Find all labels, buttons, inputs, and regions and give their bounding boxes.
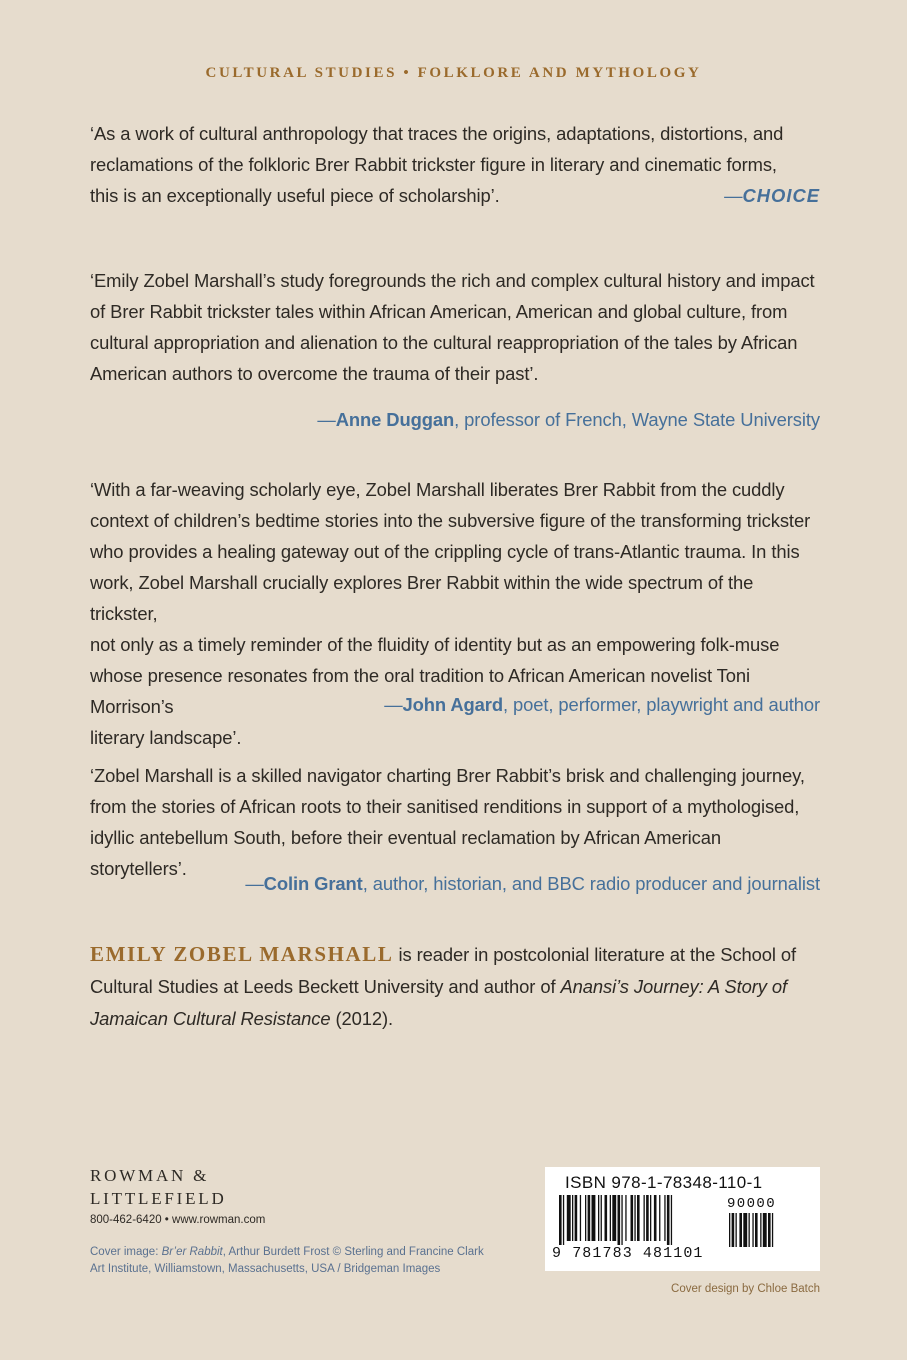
category-heading: CULTURAL STUDIES • FOLKLORE AND MYTHOLOGY [205, 65, 702, 81]
author-name: EMILY ZOBEL MARSHALL [90, 942, 394, 966]
barcode-bar [598, 1195, 599, 1241]
quote-line: context of children’s bedtime stories into the subversive figure of the transforming trickster [90, 510, 811, 531]
barcode-bar [605, 1195, 608, 1241]
barcode-bar [621, 1195, 622, 1245]
attribution-name: Anne Duggan [335, 409, 455, 430]
quote-line: American authors to overcome the trauma of their past’. [90, 363, 539, 384]
quote-line: idyllic antebellum South, before their eventual reclamation by African American storytellers’. [90, 827, 722, 879]
isbn-label: ISBN 978-1-78348-110-1 [565, 1173, 763, 1192]
quote-attribution-2: —Anne Duggan, professor of French, Wayne State University [317, 409, 820, 430]
barcode-bar [575, 1195, 578, 1241]
publisher-contact: 800-462-6420 • www.rowman.com [90, 1214, 266, 1226]
barcode-bar [664, 1195, 665, 1241]
barcode-bar [654, 1195, 657, 1241]
barcode-bar [634, 1195, 635, 1241]
barcode-addon-bar [736, 1213, 737, 1247]
attribution-role: , professor of French, Wayne State University [454, 409, 820, 430]
attribution-role: , author, historian, and BBC radio producer and journalist [362, 873, 820, 894]
publisher-logo: ROWMAN & LITTLEFIELD [90, 1166, 227, 1208]
quote-line: ‘With a far-weaving scholarly eye, Zobel Marshall liberates Brer Rabbit from the cuddly [90, 479, 785, 500]
attribution-name: John Agard [402, 694, 503, 715]
review-quote-1 [90, 118, 820, 211]
author-bio: EMILY ZOBEL MARSHALL is reader in postcolonial literature at the School of Cultural Studies at Leeds Beckett University and author of Anansi’s Journey: A Story of Jamaican Cultural Resistance (2012). [90, 942, 797, 1029]
quote-line: work, Zobel Marshall crucially explores Brer Rabbit within the wide spectrum of the trickster, [90, 572, 754, 624]
quote-line: not only as a timely reminder of the fluidity of identity but as an empowering folk-muse [90, 634, 780, 655]
attribution-role: , poet, performer, playwright and author [503, 694, 820, 715]
barcode-bar [667, 1195, 670, 1245]
barcode-addon-bar [755, 1213, 758, 1247]
barcode-bar [637, 1195, 640, 1241]
cover-image-credit: Cover image: Br’er Rabbit, Arthur Burdett Frost © Sterling and Francine Clark Art Institute, Williamstown, Massachusetts, USA / Bridgeman Images [90, 1246, 484, 1275]
barcode-addon-bar [732, 1213, 735, 1247]
barcode-bar [618, 1195, 621, 1245]
book-title: Anansi’s Journey: A Story of Jamaican Cultural Resistance [90, 976, 788, 1029]
barcode-bar [659, 1195, 660, 1241]
barcode-bar [592, 1195, 596, 1241]
barcode-digits: 9 781783 481101 [552, 1245, 704, 1262]
review-quote-4 [90, 760, 820, 884]
barcode-bar [644, 1195, 645, 1241]
quote-line: whose presence resonates from the oral tradition to African American novelist Toni Morrison’s [90, 665, 751, 717]
barcode-addon-bar [772, 1213, 773, 1247]
barcode-bar [625, 1195, 626, 1241]
barcode-bar [631, 1195, 634, 1241]
barcode-bar [585, 1195, 586, 1241]
quote-line: reclamations of the folkloric Brer Rabbit trickster figure in literary and cinematic forms, [90, 154, 777, 175]
quote-attribution-4: —Colin Grant, author, historian, and BBC radio producer and journalist [245, 873, 820, 894]
barcode-addon-bar [752, 1213, 753, 1247]
quote-line: from the stories of African roots to their sanitised renditions in support of a mythologised, [90, 796, 800, 817]
quote-line: ‘Zobel Marshall is a skilled navigator charting Brer Rabbit’s brisk and challenging journey, [90, 765, 805, 786]
barcode-addon-bar [760, 1213, 761, 1247]
quote-line: ‘As a work of cultural anthropology that traces the origins, adaptations, distortions, and [90, 123, 784, 144]
quote-attribution-1: —CHOICE [724, 185, 820, 206]
barcode-bar [610, 1195, 611, 1241]
review-quote-2 [90, 265, 820, 389]
barcode-addon-bar [729, 1213, 730, 1247]
barcode-addon-bar [739, 1213, 742, 1247]
barcode-bar [559, 1195, 562, 1245]
barcode-bar [588, 1195, 591, 1241]
barcode-addon-bar [768, 1213, 771, 1247]
quote-line: cultural appropriation and alienation to the cultural reappropriation of the tales by African [90, 332, 798, 353]
barcode-addon-bar [743, 1213, 747, 1247]
quote-line: this is an exceptionally useful piece of scholarship’. [90, 185, 500, 206]
barcode-addon-digits: 90000 [727, 1196, 777, 1212]
quote-line: literary landscape’. [90, 727, 242, 748]
attribution-name: Colin Grant [263, 873, 363, 894]
barcode-bar [601, 1195, 602, 1241]
attribution-name: CHOICE [742, 185, 820, 206]
quote-line: ‘Emily Zobel Marshall’s study foregrounds the rich and complex cultural history and impact [90, 270, 815, 291]
cover-design-credit: Cover design by Chloe Batch [671, 1283, 820, 1295]
barcode-addon-bar [749, 1213, 750, 1247]
barcode-bar [646, 1195, 649, 1241]
quote-line: of Brer Rabbit trickster tales within African American, American and global culture, from [90, 301, 788, 322]
quote-attribution-3: —John Agard, poet, performer, playwright and author [384, 694, 820, 715]
quote-line: who provides a healing gateway out of the crippling cycle of trans-Atlantic trauma. In this [90, 541, 800, 562]
barcode-bar [671, 1195, 672, 1245]
barcode-bar [567, 1195, 571, 1241]
barcode-bar [580, 1195, 581, 1241]
isbn-barcode [545, 1167, 820, 1271]
barcode-bar [563, 1195, 564, 1245]
barcode-addon-bar [763, 1213, 767, 1247]
barcode-bar [650, 1195, 651, 1241]
barcode-bar [612, 1195, 616, 1241]
barcode-bar [572, 1195, 573, 1241]
